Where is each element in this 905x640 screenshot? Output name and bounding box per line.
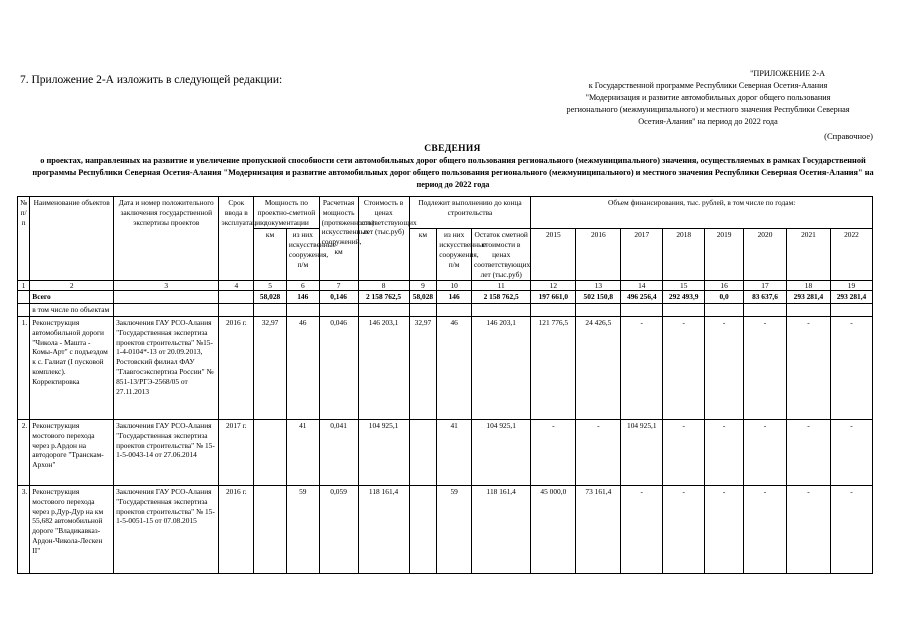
row-name: Реконструкция автомобильной дороги "Чикола - Машта - Комы-Арт" с подъездом к с. Галиат (I пусковой комплекс). Корректировка	[30, 316, 114, 419]
header-financing: Объем финансирования, тыс. рублей, в том числе по годам:	[531, 197, 873, 229]
total-year-value: 83 637,6	[744, 291, 787, 304]
row-calc: 0,041	[319, 419, 358, 485]
total-date	[114, 291, 219, 304]
row-num: 3.	[18, 485, 30, 573]
document-title: СВЕДЕНИЯ	[424, 144, 481, 154]
header-year: 2021	[786, 229, 830, 281]
header-power-art: из них искусственные сооружения, п/м	[286, 229, 319, 281]
column-number: 16	[705, 281, 744, 291]
column-number: 4	[219, 281, 254, 291]
row-rem-km	[409, 419, 437, 485]
row-rem-km: 32,97	[409, 316, 437, 419]
column-number: 10	[437, 281, 472, 291]
total-year-value: 293 281,4	[786, 291, 830, 304]
header-term: Срок ввода в эксплуатацию	[219, 197, 254, 281]
total-calc: 0,146	[319, 291, 358, 304]
total-km: 58,028	[254, 291, 287, 304]
document-subtitle: о проектах, направленных на развитие и увеличение пропускной способности сети автомобильных дорог общего пользования регионального (межмуниципального) значения, осуществляемых в рамках Государственной программы Республики Северная Осетия-Алания "Модернизация и развитие автомобильных дорог общего пользования регионального (межмуниципального) и местного значения Республики Северная Осетия-Алания" на период до 2022 года	[32, 156, 874, 189]
annex-line-4: регионального (межмуниципального) и местного значения Республики Северная	[566, 105, 850, 114]
row-year-value: 45 000,0	[531, 485, 576, 573]
table-row	[18, 419, 873, 485]
total-year-value: 496 256,4	[621, 291, 663, 304]
header-rem-km: км	[409, 229, 437, 281]
column-number: 5	[254, 281, 287, 291]
row-calc: 0,059	[319, 485, 358, 573]
row-num: 2.	[18, 419, 30, 485]
row-rem-cost: 146 203,1	[472, 316, 531, 419]
header-calc: Расчетная мощность (протяженность) искусственных сооружений, км	[319, 197, 358, 281]
annex-line-2: к Государственной программе Республики Северная Осетия-Алания	[588, 81, 828, 90]
annex-line-1: "ПРИЛОЖЕНИЕ 2-А	[750, 69, 825, 78]
total-art: 146	[286, 291, 319, 304]
total-term	[219, 291, 254, 304]
row-rem-cost: 118 161,4	[472, 485, 531, 573]
annex-line-3: "Модернизация и развитие автомобильных дорог общего пользования	[585, 93, 831, 102]
annex-line-5: Осетия-Алания" на период до 2022 года	[638, 117, 778, 126]
column-number: 1	[18, 281, 30, 291]
column-number: 18	[786, 281, 830, 291]
row-name: Реконструкция мостового перехода через р.Дур-Дур на км 55,682 автомобильной дороге "Владикавказ-Ардон-Чикола-Лескен II"	[30, 485, 114, 573]
row-name: Реконструкция мостового перехода через р.Ардон на автодороге "Транскам-Архон"	[30, 419, 114, 485]
row-cost: 146 203,1	[358, 316, 409, 419]
reference-note: (Справочное)	[824, 131, 873, 141]
annex-header	[543, 68, 873, 128]
header-rem-art: из них искусственные сооружения, п/м	[437, 229, 472, 281]
row-year-value: -	[786, 419, 830, 485]
header-remaining: Подлежит выполнению до конца строительства	[409, 197, 531, 229]
row-year-value: -	[705, 316, 744, 419]
column-number: 8	[358, 281, 409, 291]
row-rem-art: 46	[437, 316, 472, 419]
header-year: 2020	[744, 229, 787, 281]
row-year-value: -	[621, 485, 663, 573]
total-year-value: 293 281,4	[830, 291, 872, 304]
row-km	[254, 419, 287, 485]
column-number: 13	[576, 281, 621, 291]
total-rem-km: 58,028	[409, 291, 437, 304]
row-art: 46	[286, 316, 319, 419]
header-date: Дата и номер положительного заключения государственной экспертизы проектов	[114, 197, 219, 281]
including-label: в том числе по объектам	[30, 304, 114, 317]
row-year-value: -	[663, 419, 705, 485]
row-year-value: -	[531, 419, 576, 485]
row-year-value: -	[744, 485, 787, 573]
column-number: 11	[472, 281, 531, 291]
total-year-value: 502 150,8	[576, 291, 621, 304]
row-date: Заключения ГАУ РСО-Алания "Государственная экспертиза проектов строительства" №15-1-4-0104*-13 от 20.09.2013, Ростовский филиал ФАУ "Главгосэкспертиза России" № 851-13/РГЭ-2568/05 от 27.11.2013	[114, 316, 219, 419]
intro-text: 7. Приложение 2-А изложить в следующей редакции:	[20, 74, 283, 86]
header-num: № п/п	[18, 197, 30, 281]
column-number: 2	[30, 281, 114, 291]
column-number: 14	[621, 281, 663, 291]
row-year-value: 104 925,1	[621, 419, 663, 485]
header-power: Мощность по проектно-сметной документации	[254, 197, 319, 229]
row-year-value: -	[663, 485, 705, 573]
row-date: Заключения ГАУ РСО-Алания "Государственная экспертиза проектов строительства" № 15-1-5-0043-14 от 27.06.2014	[114, 419, 219, 485]
row-year-value: -	[786, 485, 830, 573]
row-rem-cost: 104 925,1	[472, 419, 531, 485]
row-year-value: 121 776,5	[531, 316, 576, 419]
row-term: 2016 г.	[219, 485, 254, 573]
total-rem-art: 146	[437, 291, 472, 304]
row-date: Заключения ГАУ РСО-Алания "Государственная экспертиза проектов строительства" № 15-1-5-0051-15 от 07.08.2015	[114, 485, 219, 573]
row-year-value: -	[830, 419, 872, 485]
column-number: 7	[319, 281, 358, 291]
total-num	[18, 291, 30, 304]
total-year-value: 0,0	[705, 291, 744, 304]
header-year: 2018	[663, 229, 705, 281]
column-number: 15	[663, 281, 705, 291]
header-year: 2016	[576, 229, 621, 281]
header-row-1	[18, 197, 873, 229]
total-year-value: 197 661,0	[531, 291, 576, 304]
header-cost: Стоимость в ценах соответствующих лет (тыс.руб)	[358, 197, 409, 281]
row-km: 32,97	[254, 316, 287, 419]
column-number: 6	[286, 281, 319, 291]
row-calc: 0,046	[319, 316, 358, 419]
row-term: 2017 г.	[219, 419, 254, 485]
table-row	[18, 316, 873, 419]
total-cost: 2 158 762,5	[358, 291, 409, 304]
row-num: 1.	[18, 316, 30, 419]
row-year-value: -	[576, 419, 621, 485]
row-year-value: -	[830, 316, 872, 419]
header-name: Наименование объектов	[30, 197, 114, 281]
total-rem-cost: 2 158 762,5	[472, 291, 531, 304]
header-rem-cost: Остаток сметной стоимости в ценах соответствующих лет (тыс.руб)	[472, 229, 531, 281]
row-art: 41	[286, 419, 319, 485]
row-km	[254, 485, 287, 573]
header-year: 2017	[621, 229, 663, 281]
row-year-value: -	[744, 316, 787, 419]
header-year: 2019	[705, 229, 744, 281]
table-row	[18, 485, 873, 573]
row-cost: 104 925,1	[358, 419, 409, 485]
row-art: 59	[286, 485, 319, 573]
total-label: Всего	[30, 291, 114, 304]
row-year-value: -	[705, 419, 744, 485]
row-term: 2016 г.	[219, 316, 254, 419]
column-number-row	[18, 281, 873, 291]
row-year-value: -	[830, 485, 872, 573]
header-power-km: км	[254, 229, 287, 281]
total-year-value: 292 493,9	[663, 291, 705, 304]
row-year-value: -	[744, 419, 787, 485]
row-cost: 118 161,4	[358, 485, 409, 573]
column-number: 12	[531, 281, 576, 291]
column-number: 17	[744, 281, 787, 291]
row-rem-km	[409, 485, 437, 573]
row-year-value: -	[663, 316, 705, 419]
header-year: 2022	[830, 229, 872, 281]
row-rem-art: 41	[437, 419, 472, 485]
total-row	[18, 291, 873, 304]
including-row	[18, 304, 873, 317]
row-year-value: -	[786, 316, 830, 419]
row-year-value: -	[621, 316, 663, 419]
row-year-value: 24 426,5	[576, 316, 621, 419]
header-year: 2015	[531, 229, 576, 281]
column-number: 9	[409, 281, 437, 291]
projects-table	[17, 196, 873, 574]
row-rem-art: 59	[437, 485, 472, 573]
row-year-value: -	[705, 485, 744, 573]
column-number: 19	[830, 281, 872, 291]
row-year-value: 73 161,4	[576, 485, 621, 573]
column-number: 3	[114, 281, 219, 291]
